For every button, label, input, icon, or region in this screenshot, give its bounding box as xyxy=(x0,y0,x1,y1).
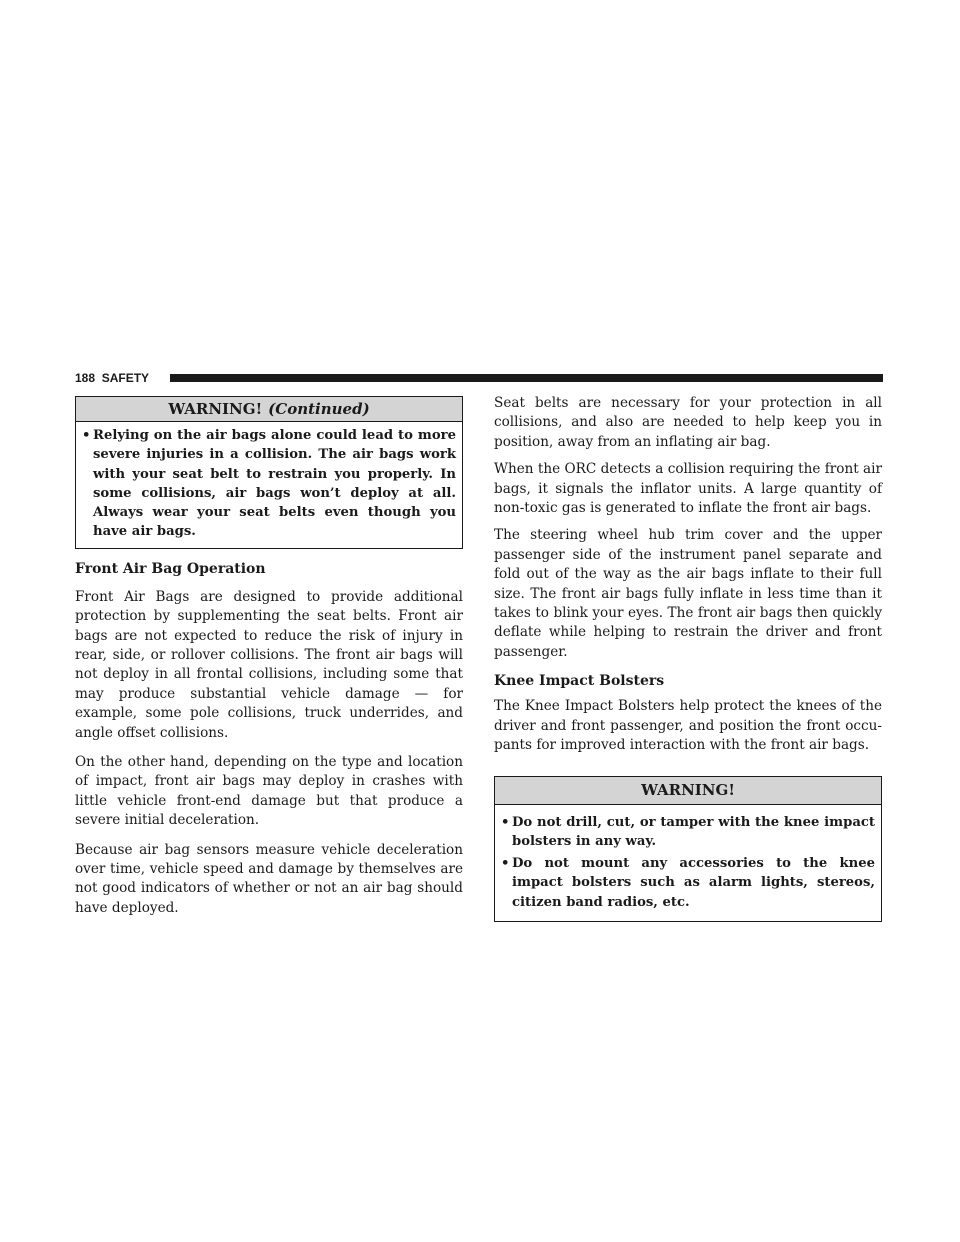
left-column xyxy=(75,396,463,918)
warning-item: • Do not drill, cut, or tamper with the knee impact bolsters in any way. xyxy=(501,813,875,852)
paragraph: When the ORC detects a collision requiring the front air bags, it signals the inflator units. A large quantity of non-toxic gas is generated to inflate the front air bags. xyxy=(494,461,882,517)
paragraph: Because air bag sensors measure vehicle deceleration over time, vehicle speed and damage by themselves are not good indicators of whether or not an air bag should have deployed. xyxy=(75,841,463,916)
section-heading-front-air-bag: Front Air Bag Operation xyxy=(75,560,266,577)
bullet-icon: • xyxy=(501,856,510,872)
bullet-icon: • xyxy=(82,428,91,443)
paragraph: The Knee Impact Bolsters help protect the knees of the driver and front passenger, and position the front occupants for improved interaction with the front air bags. xyxy=(494,698,882,754)
section-title: SAFETY xyxy=(101,371,150,385)
warning-box-continued xyxy=(75,396,463,549)
warning-box-knee xyxy=(494,776,882,922)
paragraph: On the other hand, depending on the type and location of impact, front air bags may deploy in crashes with little vehicle front-end damage but that produce a severe initial deceleration. xyxy=(75,754,463,829)
bullet-icon: • xyxy=(501,814,510,830)
paragraph: Front Air Bags are designed to provide additional protection by supplementing the seat belts. Front air bags are not expected to reduce the risk of injury in rear, side, or rollover collisions. The front air bags will not deploy in all frontal collisions, including some that may produce substantial vehicle damage — for example, some pole collisions, truck underrides, and angle offset collisions. xyxy=(75,588,463,741)
warning-list xyxy=(495,805,881,921)
paragraph: The steering wheel hub trim cover and the upper passenger side of the instrument panel separate and fold out of the way as the air bags inflate to their full size. The front air bags fully inflate in less time than it takes to blink your eyes. The front air bags then quickly deflate while helping to restrain the driver and front passenger. xyxy=(494,527,882,660)
page-number: 188 xyxy=(75,371,96,385)
paragraph: Seat belts are necessary for your protection in all collisions, and also are needed to help keep you in position, away from an inflating air bag. xyxy=(494,395,882,450)
header-rule xyxy=(170,374,883,382)
warning-continued-text: (Continued) xyxy=(268,400,370,418)
warning-title-text: WARNING! xyxy=(168,400,263,418)
page-header xyxy=(75,371,883,385)
warning-title xyxy=(76,397,462,422)
warning-item: • Relying on the air bags alone could lead to more severe injuries in a collision. The air bags work with your seat belt to restrain you properly. In some collisions, air bags won’t deploy at all. Always wear your seat belts even though you have air bags. xyxy=(82,426,456,542)
warning-item: • Do not mount any accessories to the knee impact bolsters such as alarm lights, stereos, citizen band radios, etc. xyxy=(501,854,875,912)
warning-title xyxy=(495,777,881,805)
right-column xyxy=(494,394,882,922)
section-heading-knee-bolsters: Knee Impact Bolsters xyxy=(494,673,665,690)
warning-title-text: WARNING! xyxy=(641,780,735,799)
warning-list xyxy=(76,422,462,548)
page-header-label xyxy=(75,371,149,385)
